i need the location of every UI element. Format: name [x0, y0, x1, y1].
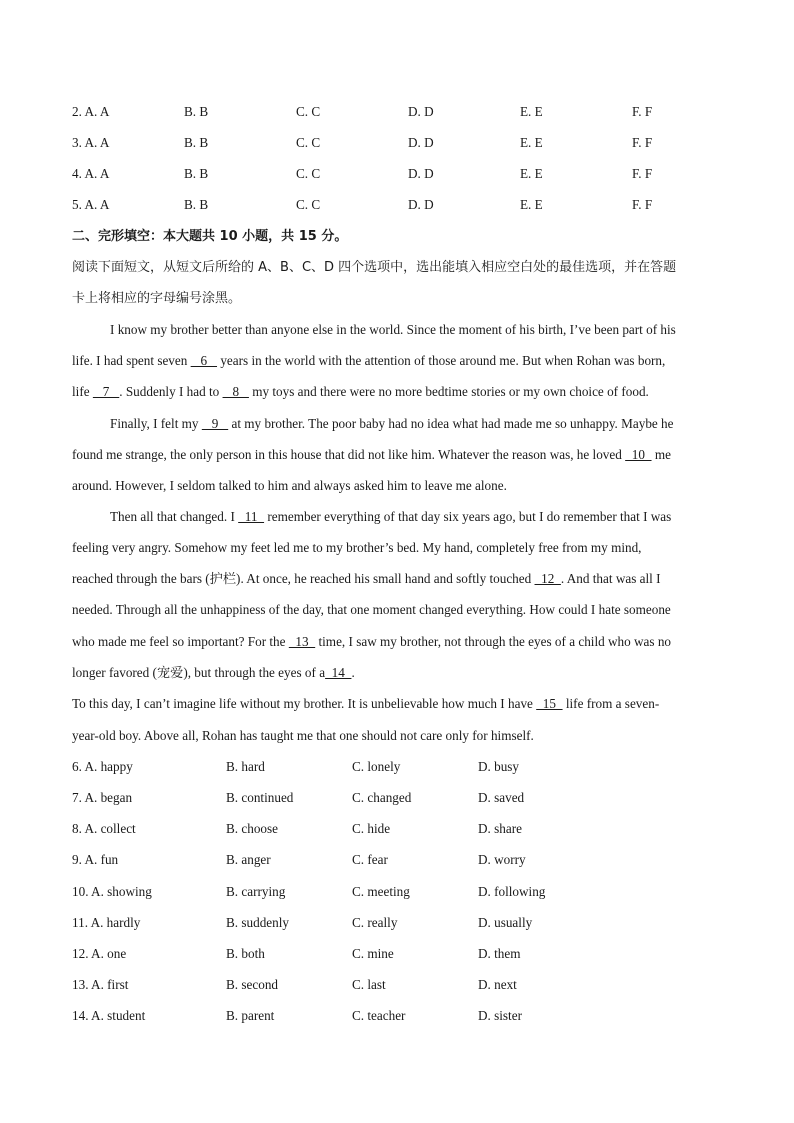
answer-cell: B. B [184, 197, 209, 212]
option-row [72, 819, 732, 839]
answer-cell: 3. A. A [72, 135, 110, 150]
answer-cell: 5. A. A [72, 197, 110, 212]
option-b: B. suddenly [226, 915, 290, 930]
option-a: 10. A. showing [72, 884, 152, 899]
option-b: B. parent [226, 1008, 275, 1023]
option-c: C. really [352, 915, 398, 930]
option-a: 13. A. first [72, 977, 129, 992]
option-c: C. meeting [352, 884, 410, 899]
passage-text: my toys and there were no more bedtime stories or my own choice of food. [248, 384, 649, 399]
passage-line [72, 632, 724, 652]
passage-text: me [651, 447, 671, 462]
section-question-count: 10 [219, 229, 238, 244]
option-b: B. carrying [226, 884, 286, 899]
option-c: C. mine [352, 946, 394, 961]
option-b: B. hard [226, 759, 265, 774]
answer-cell: C. C [296, 135, 321, 150]
option-b: B. anger [226, 852, 271, 867]
passage-text: . Suddenly I had to [119, 384, 223, 399]
answer-row [72, 102, 732, 122]
answer-cell: F. F [632, 135, 653, 150]
passage-line: year-old boy. Above all, Rohan has taught me that one should not care only for himself. [72, 728, 534, 743]
option-c: C. hide [352, 821, 391, 836]
option-d: D. share [478, 821, 522, 836]
section-title-suffix: 分。 [321, 229, 348, 244]
blank-9: 9 [201, 416, 229, 431]
answer-cell: F. F [632, 197, 653, 212]
option-a: 9. A. fun [72, 852, 119, 867]
passage-text: years in the world with the attention of those around me. But when Rohan was born, [217, 353, 666, 368]
passage-text: . And that was all I [560, 571, 661, 586]
option-d: D. them [478, 946, 521, 961]
answer-cell: B. B [184, 166, 209, 181]
answer-cell: D. D [408, 197, 434, 212]
passage-text: reached through the bars (护栏). At once, he reached his small hand and softly touched [72, 571, 535, 586]
answer-cell: B. B [184, 135, 209, 150]
option-a: 6. A. happy [72, 759, 133, 774]
passage-text: life. I had spent seven [72, 353, 191, 368]
blank-14: 14 [325, 665, 352, 680]
answer-cell: 4. A. A [72, 166, 110, 181]
option-a: 8. A. collect [72, 821, 136, 836]
passage-line [72, 663, 724, 683]
option-row [72, 975, 732, 995]
passage-line [72, 694, 724, 714]
passage-text: longer favored (宠爱), but through the eyes of a [72, 665, 326, 680]
passage-text: life from a seven- [562, 696, 660, 711]
passage-text: life [72, 384, 93, 399]
passage-line [110, 507, 724, 527]
blank-6: 6 [190, 353, 218, 368]
answer-cell: B. B [184, 104, 209, 119]
answer-cell: C. C [296, 166, 321, 181]
passage-text: Finally, I felt my [110, 416, 202, 431]
option-c: C. last [352, 977, 386, 992]
passage-line [72, 382, 724, 402]
blank-8: 8 [222, 384, 249, 399]
answer-row [72, 195, 732, 215]
option-a: 7. A. began [72, 790, 133, 805]
option-c: C. teacher [352, 1008, 406, 1023]
section-title-mid: 小题，共 [242, 229, 295, 244]
answer-row [72, 164, 732, 184]
option-b: B. both [226, 946, 265, 961]
passage-text: time, I saw my brother, not through the eyes of a child who was no [315, 634, 672, 649]
passage-text: Then all that changed. I [110, 509, 239, 524]
option-d: D. worry [478, 852, 526, 867]
instructions: 卡上将相应的字母编号涂黑。 [72, 291, 242, 306]
answer-cell: 2. A. A [72, 104, 110, 119]
option-d: D. usually [478, 915, 533, 930]
answer-cell: D. D [408, 135, 434, 150]
passage-line [110, 414, 724, 434]
option-a: 12. A. one [72, 946, 127, 961]
option-d: D. following [478, 884, 546, 899]
section-title-prefix: 二、完形填空：本大题共 [72, 229, 216, 244]
option-d: D. sister [478, 1008, 522, 1023]
passage-line: around. However, I seldom talked to him and always asked him to leave me alone. [72, 478, 507, 493]
passage-line [72, 445, 724, 465]
section-points: 15 [298, 229, 317, 244]
option-a: 11. A. hardly [72, 915, 141, 930]
section-title [72, 227, 724, 247]
passage-text: who made me feel so important? For the [72, 634, 289, 649]
option-c: C. lonely [352, 759, 401, 774]
answer-cell: C. C [296, 104, 321, 119]
answer-cell: F. F [632, 104, 653, 119]
answer-cell: E. E [520, 135, 543, 150]
blank-15: 15 [536, 696, 563, 711]
answer-cell: E. E [520, 104, 543, 119]
passage-text: . [351, 665, 355, 680]
answer-cell: F. F [632, 166, 653, 181]
answer-cell: E. E [520, 166, 543, 181]
answer-cell: C. C [296, 197, 321, 212]
option-d: D. saved [478, 790, 525, 805]
passage-line [72, 569, 724, 589]
option-b: B. choose [226, 821, 279, 836]
option-row [72, 757, 732, 777]
option-row [72, 882, 732, 902]
option-row [72, 788, 732, 808]
answer-cell: E. E [520, 197, 543, 212]
passage-text: at my brother. The poor baby had no idea what had made me so unhappy. Maybe he [228, 416, 674, 431]
option-b: B. second [226, 977, 279, 992]
option-c: C. fear [352, 852, 388, 867]
passage-line: I know my brother better than anyone else in the world. Since the moment of his birth, I’ve been part of his [110, 322, 676, 337]
passage-line [72, 351, 724, 371]
option-row [72, 913, 732, 933]
option-d: D. busy [478, 759, 520, 774]
answer-row [72, 133, 732, 153]
answer-cell: D. D [408, 104, 434, 119]
option-row [72, 1006, 732, 1026]
option-b: B. continued [226, 790, 294, 805]
passage-text: To this day, I can’t imagine life without my brother. It is unbelievable how much I have [72, 696, 537, 711]
passage-text: remember everything of that day six years ago, but I do remember that I was [264, 509, 672, 524]
passage-text: found me strange, the only person in this house that did not like him. Whatever the reason was, he loved [72, 447, 626, 462]
blank-12: 12 [534, 571, 561, 586]
blank-11: 11 [238, 509, 265, 524]
option-row [72, 944, 732, 964]
passage-line: feeling very angry. Somehow my feet led me to my brother’s bed. My hand, completely free from my mind, [72, 540, 642, 555]
option-row [72, 850, 732, 870]
answer-cell: D. D [408, 166, 434, 181]
option-c: C. changed [352, 790, 412, 805]
passage-line: needed. Through all the unhappiness of the day, that one moment changed everything. How could I hate someone [72, 602, 671, 617]
blank-10: 10 [625, 447, 652, 462]
option-d: D. next [478, 977, 517, 992]
blank-7: 7 [92, 384, 120, 399]
option-a: 14. A. student [72, 1008, 146, 1023]
blank-13: 13 [288, 634, 316, 649]
instructions: 阅读下面短文，从短文后所给的 A、B、C、D 四个选项中，选出能填入相应空白处的最佳选项，并在答题 [72, 260, 677, 275]
